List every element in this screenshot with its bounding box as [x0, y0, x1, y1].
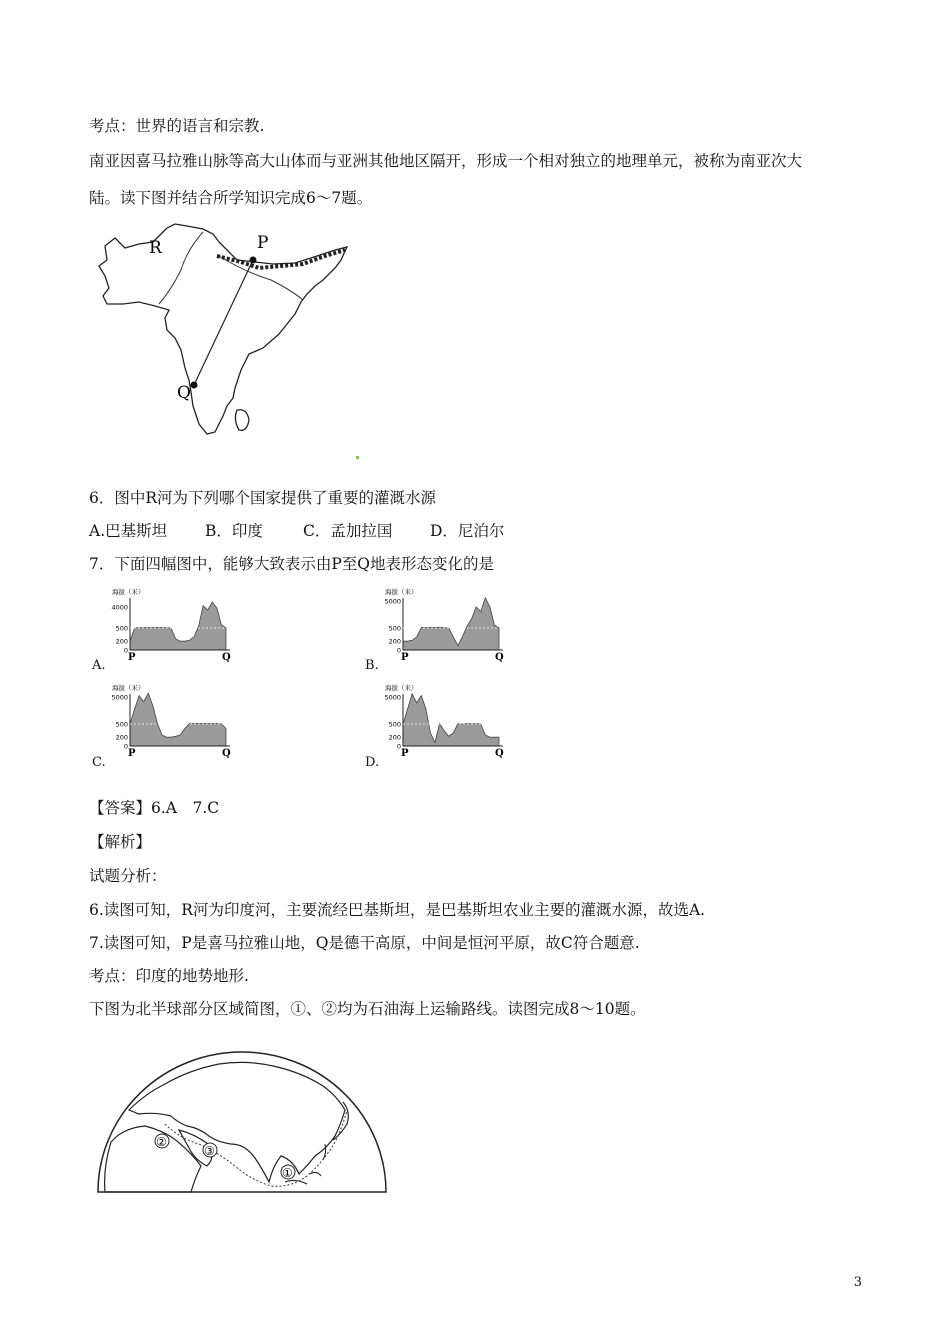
profile-letter-c: C. — [92, 755, 106, 770]
label-p: P — [257, 233, 269, 253]
profile-letter-b: B. — [365, 658, 379, 673]
y-tick-label: 0 — [396, 742, 401, 751]
explanation-6: 6.读图可知，R河为印度河，主要流经巴基斯坦，是巴基斯坦农业主要的灌溉水源，故选A. — [89, 901, 706, 919]
route-label-3: ③ — [204, 1144, 215, 1158]
y-tick-label: 0 — [123, 742, 128, 751]
q6-option-a: A.巴基斯坦 — [89, 522, 168, 540]
question-7: 7．下面四幅图中，能够大致表示由P至Q地表形态变化的是 — [89, 555, 494, 573]
y-tick-label: 500 — [388, 624, 401, 633]
green-dot-mark — [356, 456, 359, 459]
y-tick-label: 4000 — [111, 603, 128, 612]
terrain-area — [403, 694, 499, 746]
y-tick-label: 200 — [388, 637, 401, 646]
route-label-2: ② — [156, 1135, 167, 1149]
profile-end-label: Q — [222, 652, 231, 663]
page-number: 3 — [853, 1275, 862, 1290]
profile-end-label: Q — [495, 652, 504, 663]
profile-start-label: P — [401, 652, 409, 663]
profile-chart-d — [365, 684, 515, 768]
indus-river — [159, 232, 203, 304]
y-axis-label: 海拔（米） — [112, 684, 145, 692]
y-axis-label: 海拔（米） — [385, 684, 418, 692]
profile-start-label: P — [401, 748, 409, 759]
y-tick-label: 5000 — [384, 597, 401, 606]
profile-chart-a — [92, 588, 242, 672]
jiexi-heading: 【解析】 — [89, 833, 152, 851]
route-label-1: ① — [282, 1166, 293, 1180]
profile-start-label: P — [128, 748, 136, 759]
fenxi-heading: 试题分析： — [89, 867, 167, 885]
label-r: R — [149, 238, 162, 258]
profile-chart-c — [92, 684, 242, 768]
question-6: 6．图中R河为下列哪个国家提供了重要的灌溉水源 — [89, 489, 437, 507]
y-tick-label: 0 — [396, 646, 401, 655]
q6-option-d: D．尼泊尔 — [430, 522, 505, 540]
profile-start-label: P — [128, 652, 136, 663]
intro-south-asia-line1: 南亚因喜马拉雅山脉等高大山体而与亚洲其他地区隔开，形成一个相对独立的地理单元，被称为南亚次大 — [89, 152, 803, 170]
y-tick-label: 500 — [388, 720, 401, 729]
terrain-area — [403, 598, 499, 650]
profile-letter-a: A. — [92, 658, 106, 673]
kaodian-language-religion: 考点：世界的语言和宗教. — [89, 117, 265, 135]
terrain-area — [130, 693, 226, 746]
q6-option-b: B．印度 — [205, 522, 263, 540]
y-tick-label: 5000 — [111, 693, 128, 702]
explanation-7: 7.读图可知，P是喜马拉雅山地，Q是德干高原，中间是恒河平原，故C符合题意. — [89, 934, 640, 952]
q6-option-c: C．孟加拉国 — [303, 522, 393, 540]
y-tick-label: 500 — [115, 624, 128, 633]
intro-northern-hemisphere: 下图为北半球部分区域简图，①、②均为石油海上运输路线。读图完成8～10题。 — [89, 1000, 646, 1018]
intro-south-asia-line2: 陆。读下图并结合所学知识完成6～7题。 — [89, 189, 373, 207]
northern-hemisphere-map — [95, 1048, 390, 1196]
y-axis-label: 海拔（米） — [112, 588, 145, 596]
y-tick-label: 200 — [115, 733, 128, 742]
profile-letter-d: D. — [365, 755, 380, 770]
eurasia-land — [129, 1062, 345, 1182]
point-q — [191, 382, 198, 389]
label-q: Q — [177, 383, 191, 403]
sri-lanka — [235, 410, 249, 431]
y-tick-label: 200 — [115, 637, 128, 646]
hemisphere-boundary — [98, 1052, 386, 1192]
y-tick-label: 0 — [123, 646, 128, 655]
terrain-area — [130, 602, 226, 650]
profile-chart-b — [365, 588, 515, 672]
answer-line: 【答案】6.A 7.C — [89, 799, 220, 817]
south-asia-map — [95, 220, 365, 465]
p-q-line — [194, 260, 253, 385]
y-tick-label: 5000 — [384, 693, 401, 702]
profile-end-label: Q — [495, 748, 504, 759]
y-tick-label: 500 — [115, 720, 128, 729]
africa-land — [105, 1126, 201, 1192]
point-p — [250, 257, 257, 264]
kaodian-india-terrain: 考点：印度的地势地形. — [89, 967, 249, 985]
y-axis-label: 海拔（米） — [385, 588, 418, 596]
profile-end-label: Q — [222, 748, 231, 759]
y-tick-label: 200 — [388, 733, 401, 742]
